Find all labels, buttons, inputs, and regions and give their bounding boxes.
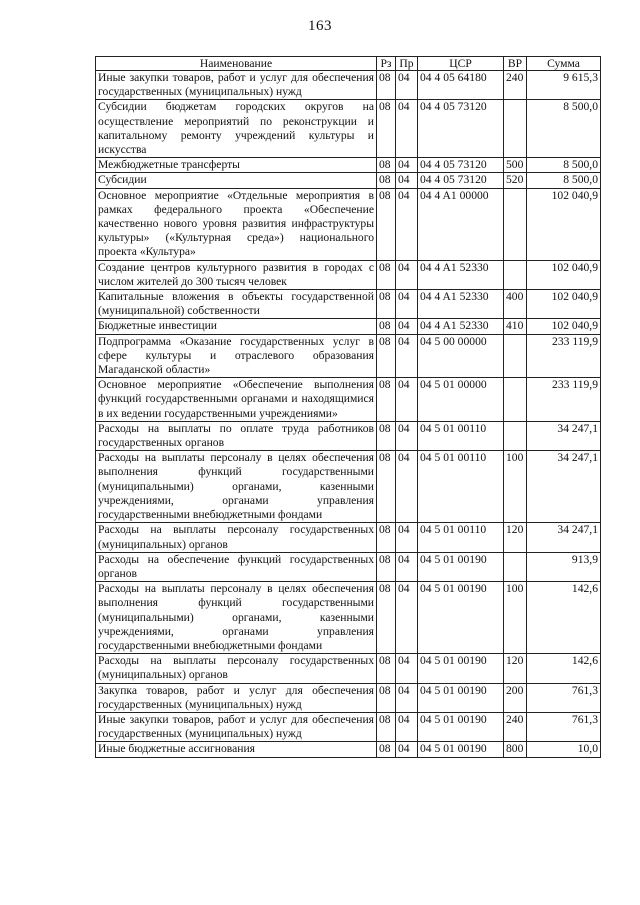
row-pr: 04 [396,319,418,334]
budget-table [95,56,601,758]
row-vr: 120 [504,654,527,683]
row-name: Основное мероприятие «Обеспечение выполнения функций государственными органами и находящимися в их ведении государственными учреждениями» [96,378,377,422]
row-name: Подпрограмма «Оказание государственных услуг в сфере культуры и отраслевого образования Магаданской области» [96,334,377,378]
row-vr: 200 [504,683,527,712]
row-rz: 08 [377,290,396,319]
row-sum: 233 119,9 [527,334,601,378]
row-rz: 08 [377,71,396,100]
row-pr: 04 [396,451,418,523]
row-sum: 8 500,0 [527,100,601,158]
row-name: Расходы на выплаты персоналу в целях обеспечения выполнения функций государственными (муниципальными) органами, казенными учреждениями, органами управления государственными внебюджетными фондами [96,582,377,654]
table-row [96,290,601,319]
row-sum: 761,3 [527,712,601,741]
header-rz: Рз [377,57,396,71]
row-csr: 04 5 01 00190 [418,742,504,757]
row-sum: 102 040,9 [527,260,601,289]
row-vr: 240 [504,712,527,741]
row-pr: 04 [396,552,418,581]
row-pr: 04 [396,421,418,450]
row-pr: 04 [396,71,418,100]
row-vr: 120 [504,523,527,552]
row-rz: 08 [377,421,396,450]
row-sum: 102 040,9 [527,290,601,319]
row-pr: 04 [396,188,418,260]
row-pr: 04 [396,260,418,289]
row-pr: 04 [396,378,418,422]
row-vr: 410 [504,319,527,334]
row-sum: 8 500,0 [527,173,601,188]
row-name: Основное мероприятие «Отдельные мероприятия в рамках федерального проекта «Обеспечение качественно нового уровня развития инфраструктуры культуры» («Культурная среда») национального проекта «Культура» [96,188,377,260]
row-csr: 04 5 01 00190 [418,552,504,581]
row-rz: 08 [377,582,396,654]
row-csr: 04 4 05 73120 [418,158,504,173]
row-csr: 04 5 01 00190 [418,712,504,741]
row-name: Субсидии [96,173,377,188]
row-rz: 08 [377,158,396,173]
row-csr: 04 5 01 00110 [418,523,504,552]
row-vr: 100 [504,451,527,523]
row-csr: 04 4 05 64180 [418,71,504,100]
table-row [96,71,601,100]
row-vr [504,334,527,378]
row-vr [504,421,527,450]
row-sum: 8 500,0 [527,158,601,173]
row-sum: 34 247,1 [527,421,601,450]
table-row [96,712,601,741]
row-pr: 04 [396,334,418,378]
row-pr: 04 [396,158,418,173]
row-name: Расходы на выплаты персоналу в целях обеспечения выполнения функций государственными (муниципальными) органами, казенными учреждениями, органами управления государственными внебюджетными фондами [96,451,377,523]
row-csr: 04 5 01 00190 [418,683,504,712]
table-body [96,71,601,758]
header-sum: Сумма [527,57,601,71]
row-rz: 08 [377,378,396,422]
row-name: Расходы на выплаты персоналу государственных (муниципальных) органов [96,654,377,683]
row-name: Иные закупки товаров, работ и услуг для обеспечения государственных (муниципальных) нужд [96,712,377,741]
row-pr: 04 [396,173,418,188]
row-pr: 04 [396,523,418,552]
row-vr: 100 [504,582,527,654]
table-row [96,100,601,158]
row-csr: 04 4 A1 52330 [418,260,504,289]
row-csr: 04 5 01 00190 [418,654,504,683]
row-sum: 10,0 [527,742,601,757]
row-vr [504,188,527,260]
table-row [96,582,601,654]
row-vr: 520 [504,173,527,188]
row-csr: 04 5 01 00110 [418,451,504,523]
row-name: Бюджетные инвестиции [96,319,377,334]
row-sum: 34 247,1 [527,523,601,552]
header-pr: Пр [396,57,418,71]
row-sum: 34 247,1 [527,451,601,523]
table-row [96,158,601,173]
row-csr: 04 5 00 00000 [418,334,504,378]
table-row [96,319,601,334]
row-rz: 08 [377,451,396,523]
row-name: Расходы на выплаты по оплате труда работников государственных органов [96,421,377,450]
row-rz: 08 [377,552,396,581]
row-name: Капитальные вложения в объекты государственной (муниципальной) собственности [96,290,377,319]
row-vr [504,552,527,581]
row-vr: 240 [504,71,527,100]
row-rz: 08 [377,712,396,741]
row-vr: 800 [504,742,527,757]
row-rz: 08 [377,683,396,712]
table-row [96,188,601,260]
header-name: Наименование [96,57,377,71]
row-vr: 500 [504,158,527,173]
row-rz: 08 [377,523,396,552]
row-csr: 04 4 A1 52330 [418,319,504,334]
table-row [96,421,601,450]
row-rz: 08 [377,173,396,188]
table-row [96,523,601,552]
header-row [96,57,601,71]
row-pr: 04 [396,683,418,712]
row-vr [504,100,527,158]
table-row [96,334,601,378]
header-csr: ЦСР [418,57,504,71]
row-name: Межбюджетные трансферты [96,158,377,173]
row-rz: 08 [377,188,396,260]
row-name: Расходы на выплаты персоналу государственных (муниципальных) органов [96,523,377,552]
header-vr: ВР [504,57,527,71]
table-row [96,378,601,422]
row-sum: 233 119,9 [527,378,601,422]
row-sum: 761,3 [527,683,601,712]
row-pr: 04 [396,290,418,319]
table-row [96,552,601,581]
table-header [96,57,601,71]
row-name: Иные бюджетные ассигнования [96,742,377,757]
row-csr: 04 5 01 00000 [418,378,504,422]
row-sum: 9 615,3 [527,71,601,100]
table-row [96,654,601,683]
row-pr: 04 [396,582,418,654]
row-rz: 08 [377,260,396,289]
row-csr: 04 5 01 00110 [418,421,504,450]
row-sum: 142,6 [527,582,601,654]
row-csr: 04 4 A1 52330 [418,290,504,319]
row-pr: 04 [396,100,418,158]
row-csr: 04 5 01 00190 [418,582,504,654]
page-number: 163 [308,18,332,34]
table-row [96,742,601,757]
row-pr: 04 [396,712,418,741]
row-rz: 08 [377,742,396,757]
row-rz: 08 [377,334,396,378]
row-vr [504,378,527,422]
row-vr [504,260,527,289]
row-sum: 142,6 [527,654,601,683]
table-row [96,683,601,712]
row-rz: 08 [377,654,396,683]
row-vr: 400 [504,290,527,319]
row-pr: 04 [396,742,418,757]
row-csr: 04 4 A1 00000 [418,188,504,260]
row-name: Расходы на обеспечение функций государственных органов [96,552,377,581]
row-pr: 04 [396,654,418,683]
row-sum: 102 040,9 [527,319,601,334]
row-name: Иные закупки товаров, работ и услуг для обеспечения государственных (муниципальных) нужд [96,71,377,100]
row-sum: 102 040,9 [527,188,601,260]
row-name: Субсидии бюджетам городских округов на осуществление мероприятий по реконструкции и капитальному ремонту учреждений культуры и искусства [96,100,377,158]
row-csr: 04 4 05 73120 [418,173,504,188]
row-csr: 04 4 05 73120 [418,100,504,158]
table-row [96,451,601,523]
row-rz: 08 [377,100,396,158]
row-sum: 913,9 [527,552,601,581]
row-rz: 08 [377,319,396,334]
table-row [96,173,601,188]
row-name: Закупка товаров, работ и услуг для обеспечения государственных (муниципальных) нужд [96,683,377,712]
table-row [96,260,601,289]
row-name: Создание центров культурного развития в городах с числом жителей до 300 тысяч человек [96,260,377,289]
